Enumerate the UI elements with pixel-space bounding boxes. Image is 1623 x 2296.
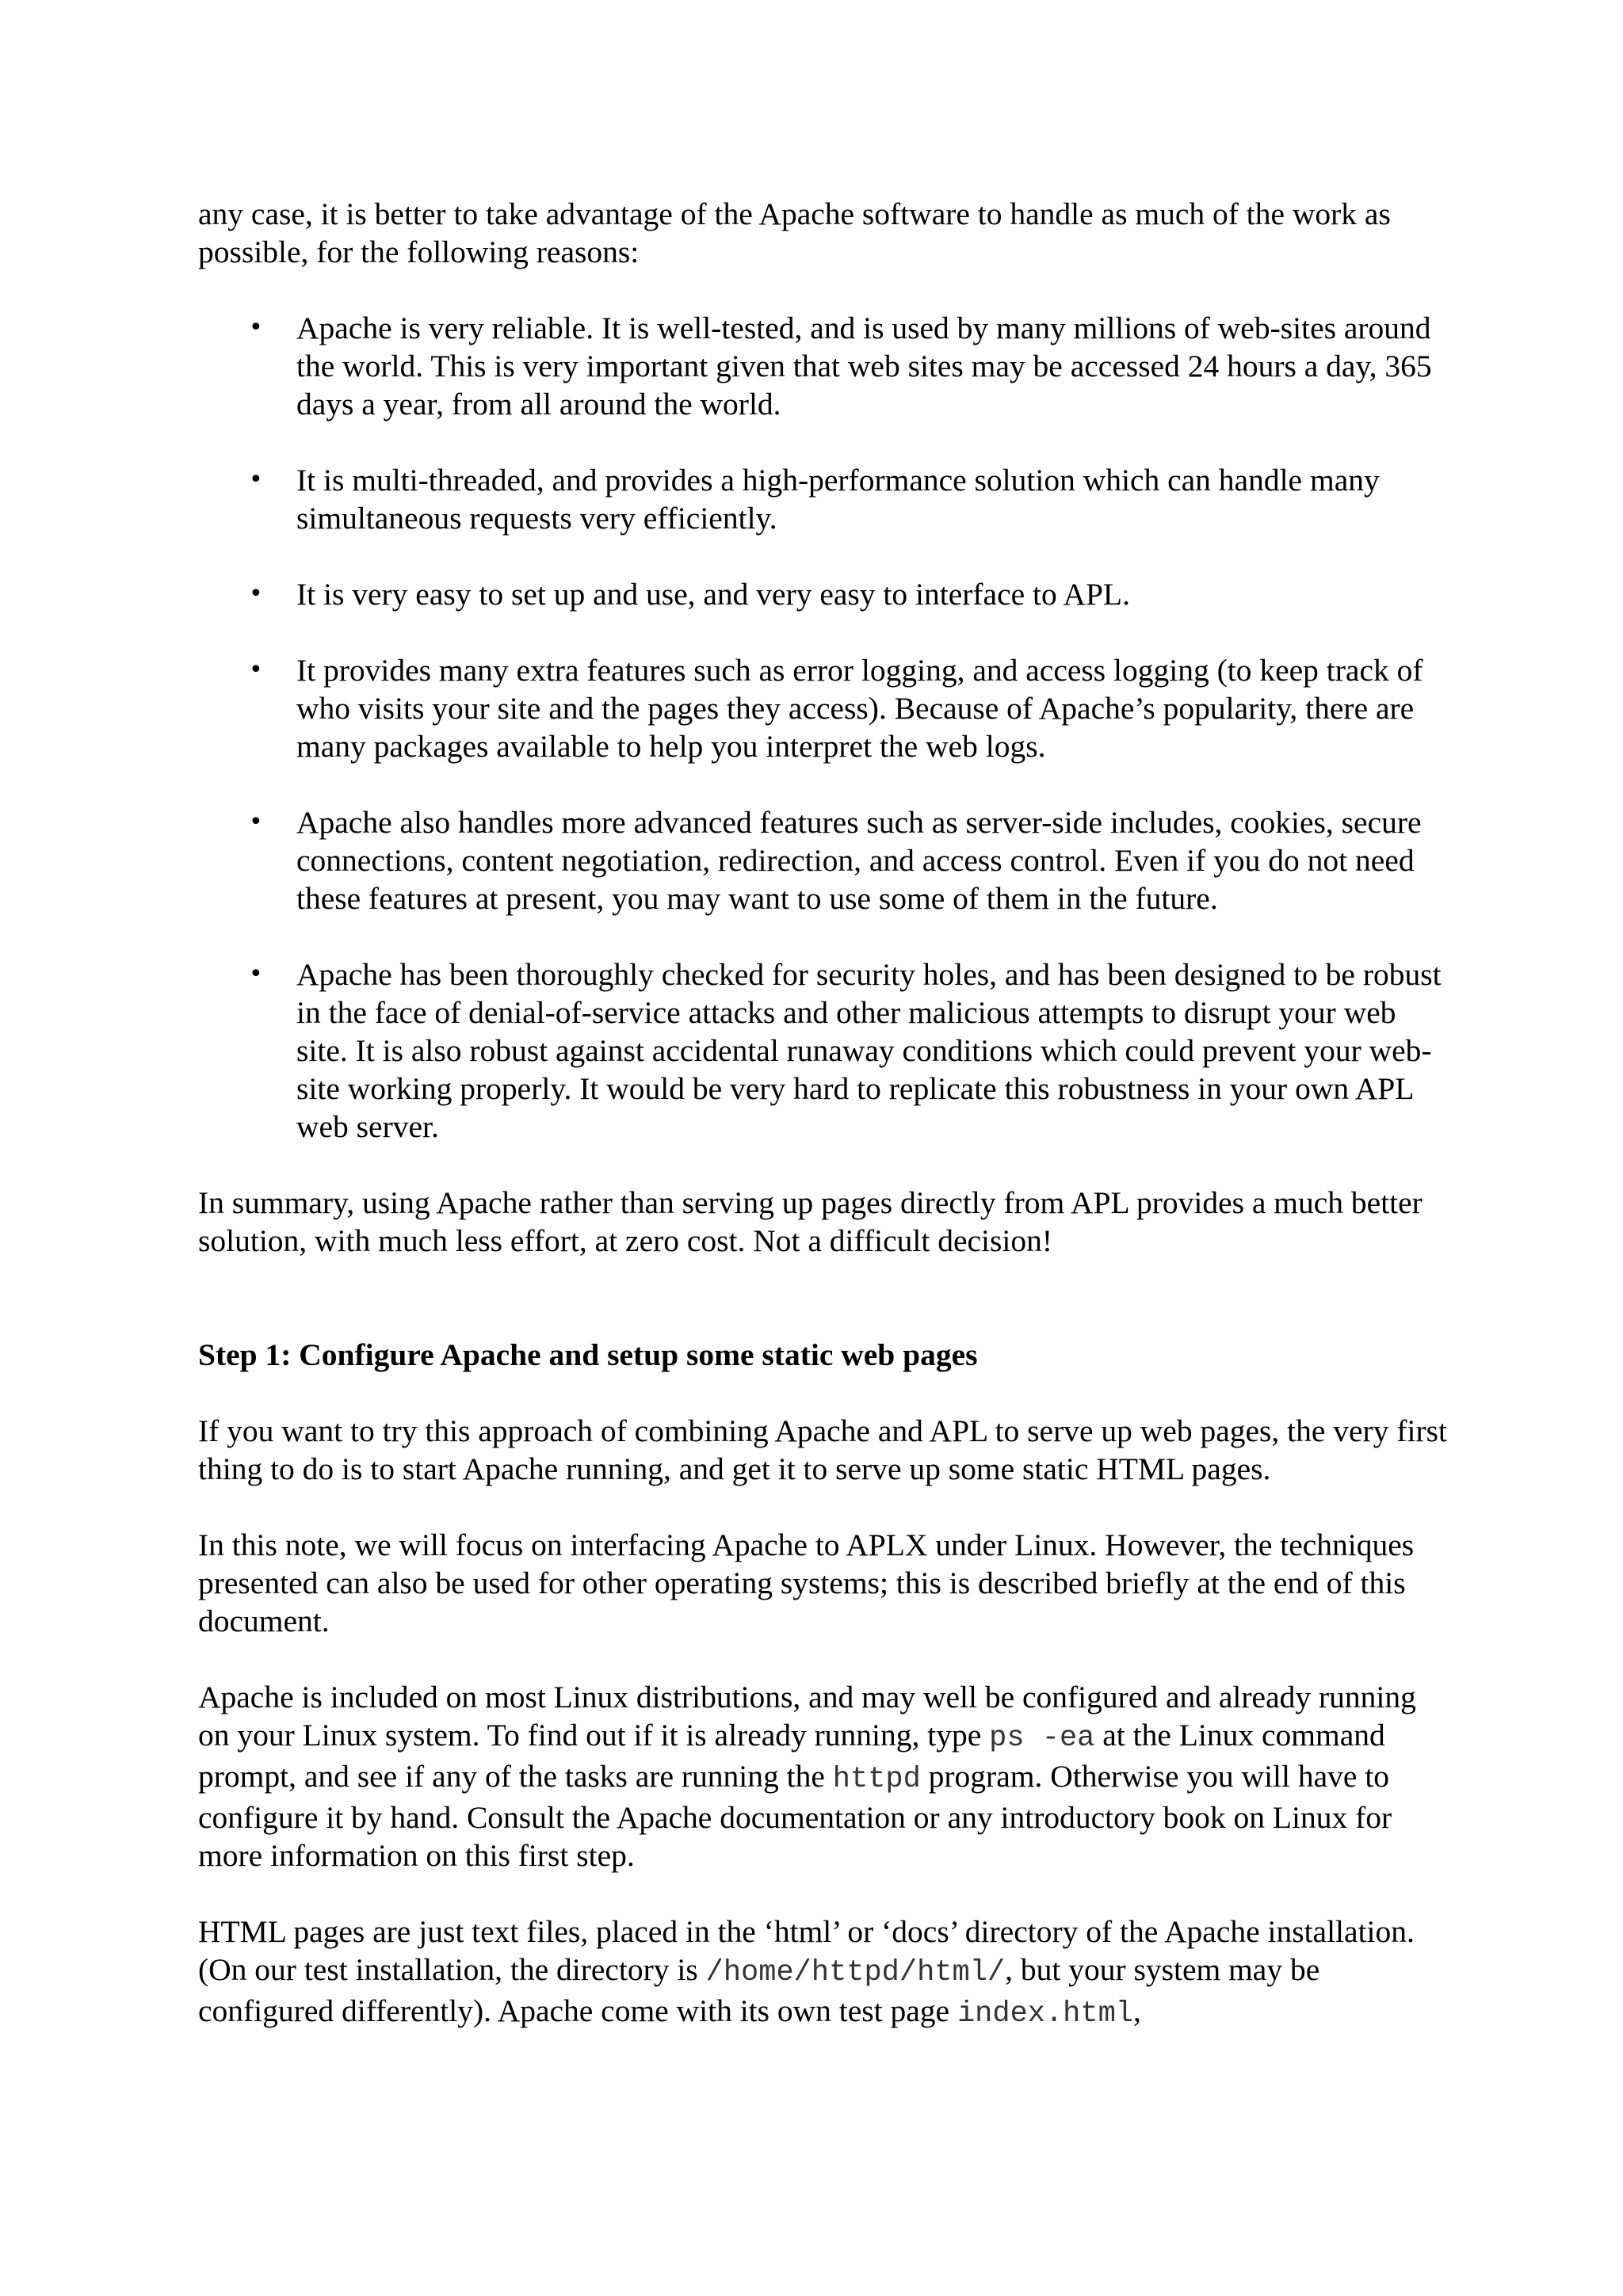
code-index-html: index.html [957, 1997, 1133, 2031]
paragraph-text: , [1133, 1993, 1141, 2028]
body-paragraph-1: If you want to try this approach of combining Apache and APL to serve up web pages, the very first thing to do is to start Apache running, and get it to serve up some static HTML pages. [198, 1413, 1447, 1486]
code-ps-command: ps -ea [989, 1722, 1095, 1755]
list-item-text: It is very easy to set up and use, and very easy to interface to APL. [296, 577, 1130, 612]
list-item-text: Apache is very reliable. It is well-tested, and is used by many millions of web-sites around the world. This is very important given that web sites may be accessed 24 hours a day, 365 days a year, from all around the world. [296, 311, 1432, 421]
list-item-text: It is multi-threaded, and provides a high-performance solution which can handle many simultaneous requests very efficiently. [296, 463, 1380, 536]
paragraph-text: HTML pages are just text files, placed in the ‘html’ or ‘docs’ directory of the Apache installation. (On our test installation, the directory is [198, 1914, 1415, 1987]
code-html-directory: /home/httpd/html/ [705, 1956, 1006, 1989]
paragraph-text: Apache is included on most Linux distributions, and may well be configured and already running on your Linux system. To find out if it is already running, type [198, 1680, 1416, 1753]
summary-paragraph: In summary, using Apache rather than serving up pages directly from APL provides a much better solution, with much less effort, at zero cost. Not a difficult decision! [198, 1185, 1423, 1258]
body-paragraph-3 [198, 1678, 1450, 1875]
list-item [198, 651, 1450, 765]
list-item-text: Apache has been thoroughly checked for security holes, and has been designed to be robust in the face of denial-of-service attacks and other malicious attempts to disrupt your web site. It is also robust against accidental runaway conditions which could prevent your web-site working properly. It would be very hard to replicate this robustness in your own APL web server. [296, 957, 1442, 1144]
list-item [198, 575, 1450, 613]
bullet-icon: • [249, 314, 263, 341]
paragraph-text: program. Otherwise you will have to configure it by hand. Consult the Apache documentation or any introductory book on Linux for more information on this first step. [198, 1759, 1392, 1873]
paragraph-text: , but your system may be configured differently). Apache come with its own test page [198, 1952, 1320, 2028]
reasons-list [198, 309, 1450, 1146]
body-paragraph-2: In this note, we will focus on interfacing Apache to APLX under Linux. However, the techniques presented can also be used for other operating systems; this is described briefly at the end of this document. [198, 1527, 1415, 1638]
bullet-icon: • [249, 808, 263, 836]
bullet-icon: • [249, 656, 263, 684]
list-item [198, 803, 1450, 917]
list-item [198, 461, 1450, 537]
body-paragraph-4 [198, 1913, 1450, 2033]
list-item-text: Apache also handles more advanced features such as server-side includes, cookies, secure connections, content negotiation, redirection, and access control. Even if you do not need these features at present, you may want to use some of them in the future. [296, 805, 1422, 916]
paragraph-text: at the Linux command prompt, and see if any of the tasks are running the [198, 1718, 1385, 1794]
list-item [198, 955, 1450, 1146]
list-item [198, 309, 1450, 423]
intro-paragraph: any case, it is better to take advantage of the Apache software to handle as much of the work as possible, for the following reasons: [198, 196, 1391, 269]
code-httpd: httpd [832, 1763, 921, 1796]
bullet-icon: • [249, 580, 263, 608]
bullet-icon: • [249, 466, 263, 494]
section-heading: Step 1: Configure Apache and setup some static web pages [198, 1337, 978, 1372]
document-page [198, 195, 1450, 2033]
bullet-icon: • [249, 960, 263, 988]
list-item-text: It provides many extra features such as error logging, and access logging (to keep track of who visits your site and the pages they access). Because of Apache’s popularity, there are many packages available to help you interpret the web logs. [296, 653, 1423, 764]
